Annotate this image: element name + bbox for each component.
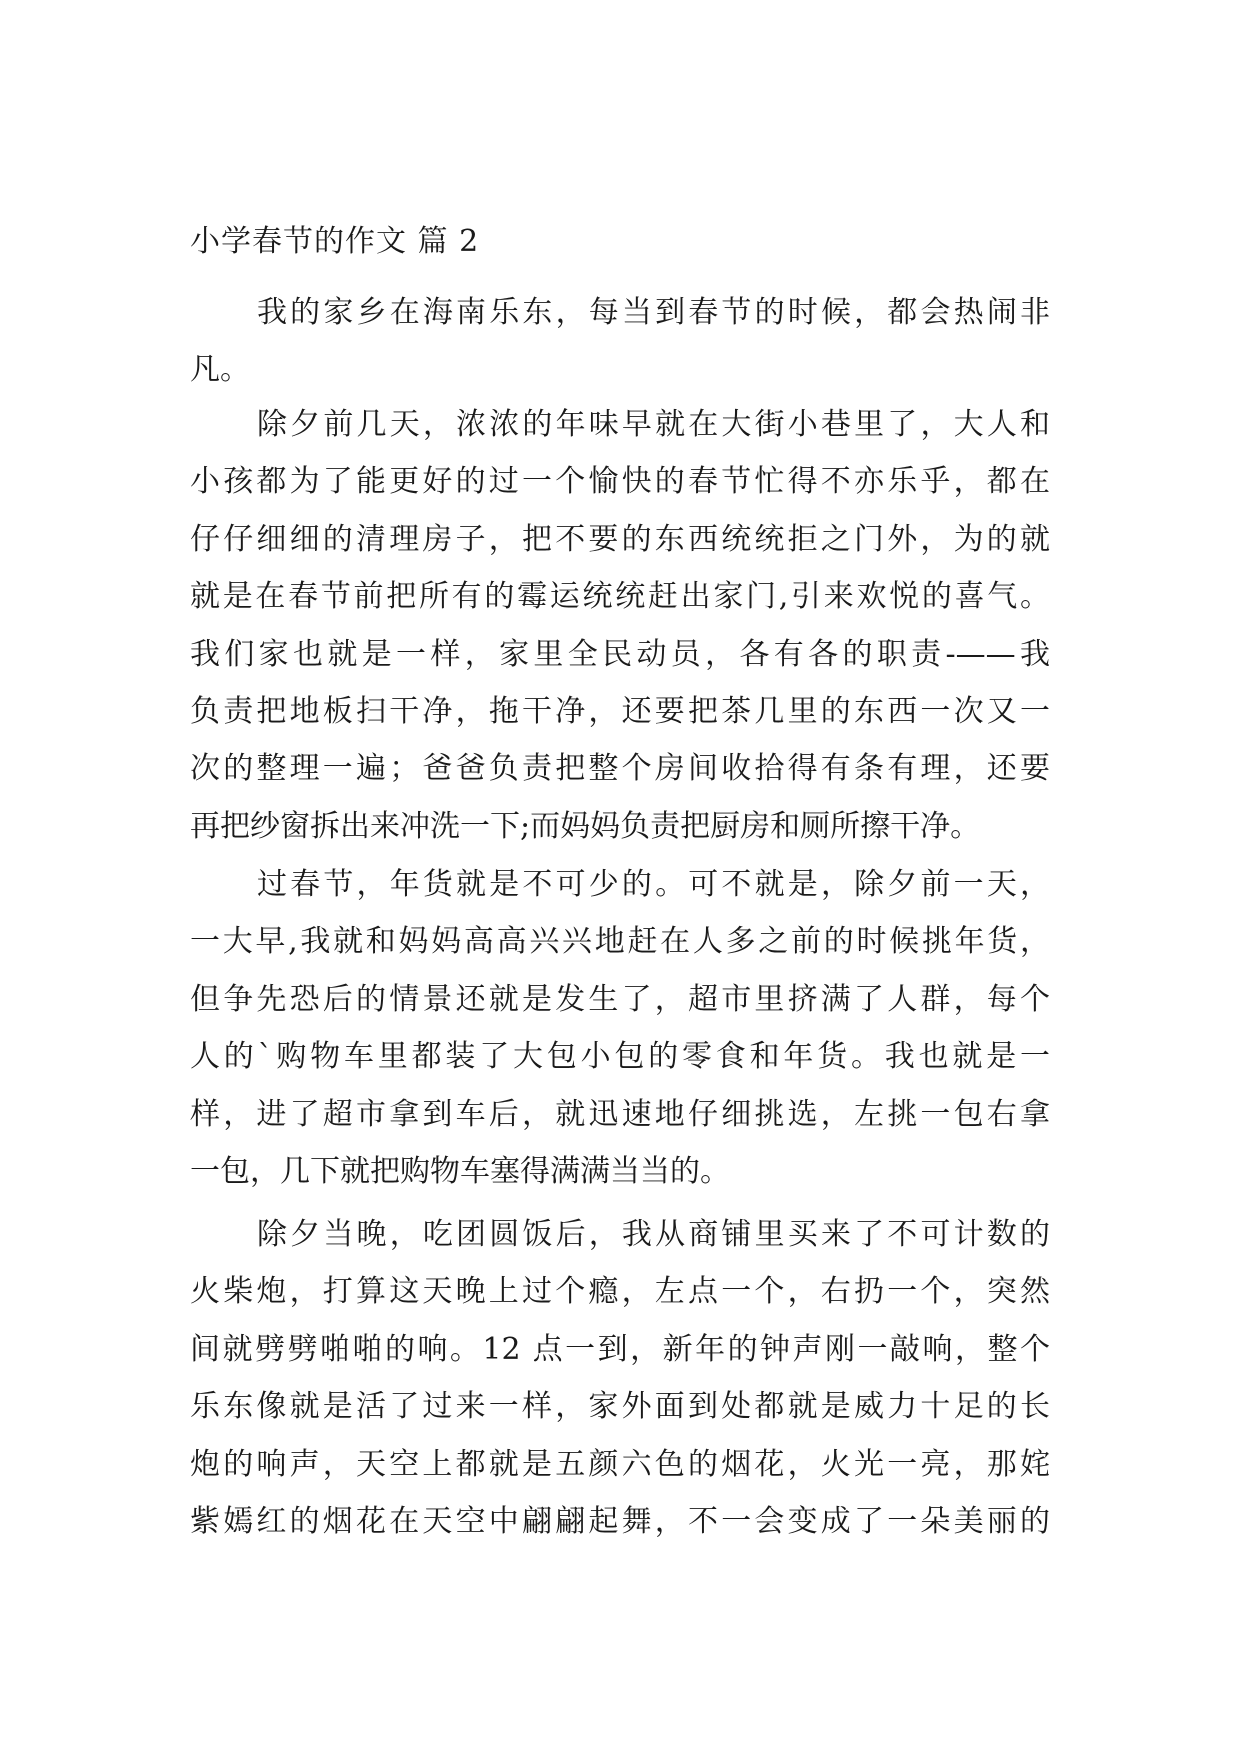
text-line: 过春节，年货就是不可少的。可不就是，除夕前一天， (257, 867, 1050, 902)
text-line: 一大早,我就和妈妈高高兴兴地赶在人多之前的时候挑年货， (190, 924, 1050, 960)
text-line: 凡。 (190, 352, 250, 388)
text-line: 乐东像就是活了过来一样，家外面到处都就是威力十足的长 (190, 1389, 1050, 1425)
text-line: 小孩都为了能更好的过一个愉快的春节忙得不亦乐乎，都在 (190, 464, 1050, 500)
text-line: 我的家乡在海南乐东，每当到春节的时候，都会热闹非 (257, 295, 1050, 330)
text-line: 除夕当晚，吃团圆饭后，我从商铺里买来了不可计数的 (257, 1217, 1050, 1252)
text-line: 负责把地板扫干净，拖干净，还要把茶几里的东西一次又一 (190, 693, 1050, 729)
text-line: 次的整理一遍；爸爸负责把整个房间收拾得有条有理，还要 (190, 751, 1050, 787)
text-line: 我们家也就是一样，家里全民动员，各有各的职责-——我 (190, 636, 1050, 672)
text-line: 再把纱窗拆出来冲洗一下;而妈妈负责把厨房和厕所擦干净。 (190, 808, 981, 844)
paragraph-1 (190, 284, 1050, 399)
text-line: 但争先恐后的情景还就是发生了，超市里挤满了人群，每个 (190, 981, 1050, 1017)
text-line: 样，进了超市拿到车后，就迅速地仔细挑选，左挑一包右拿 (190, 1096, 1050, 1132)
paragraph-4 (190, 1206, 1050, 1550)
text-line: 就是在春节前把所有的霉运统统赶出家门,引来欢悦的喜气。 (190, 579, 1050, 615)
text-line: 炮的响声，天空上都就是五颜六色的烟花，火光一亮，那姹 (190, 1446, 1050, 1482)
text-line: 一包，几下就把购物车塞得满满当当的。 (190, 1153, 730, 1189)
paragraph-2 (190, 396, 1050, 855)
text-line: 除夕前几天，浓浓的年味早就在大街小巷里了，大人和 (257, 407, 1050, 442)
text-line: 间就劈劈啪啪的响。12 点一到，新年的钟声刚一敲响，整个 (190, 1331, 1050, 1367)
text-line: 仔仔细细的清理房子，把不要的东西统统拒之门外，为的就 (190, 521, 1050, 557)
text-line: 人的`购物车里都装了大包小包的零食和年货。我也就是一 (190, 1039, 1050, 1075)
text-line: 火柴炮，打算这天晚上过个瘾，左点一个，右扔一个，突然 (190, 1274, 1050, 1310)
paragraph-3 (190, 856, 1050, 1200)
text-line: 紫嫣红的烟花在天空中翩翩起舞，不一会变成了一朵美丽的 (190, 1503, 1050, 1539)
essay-title: 小学春节的作文 篇 2 (190, 224, 480, 259)
